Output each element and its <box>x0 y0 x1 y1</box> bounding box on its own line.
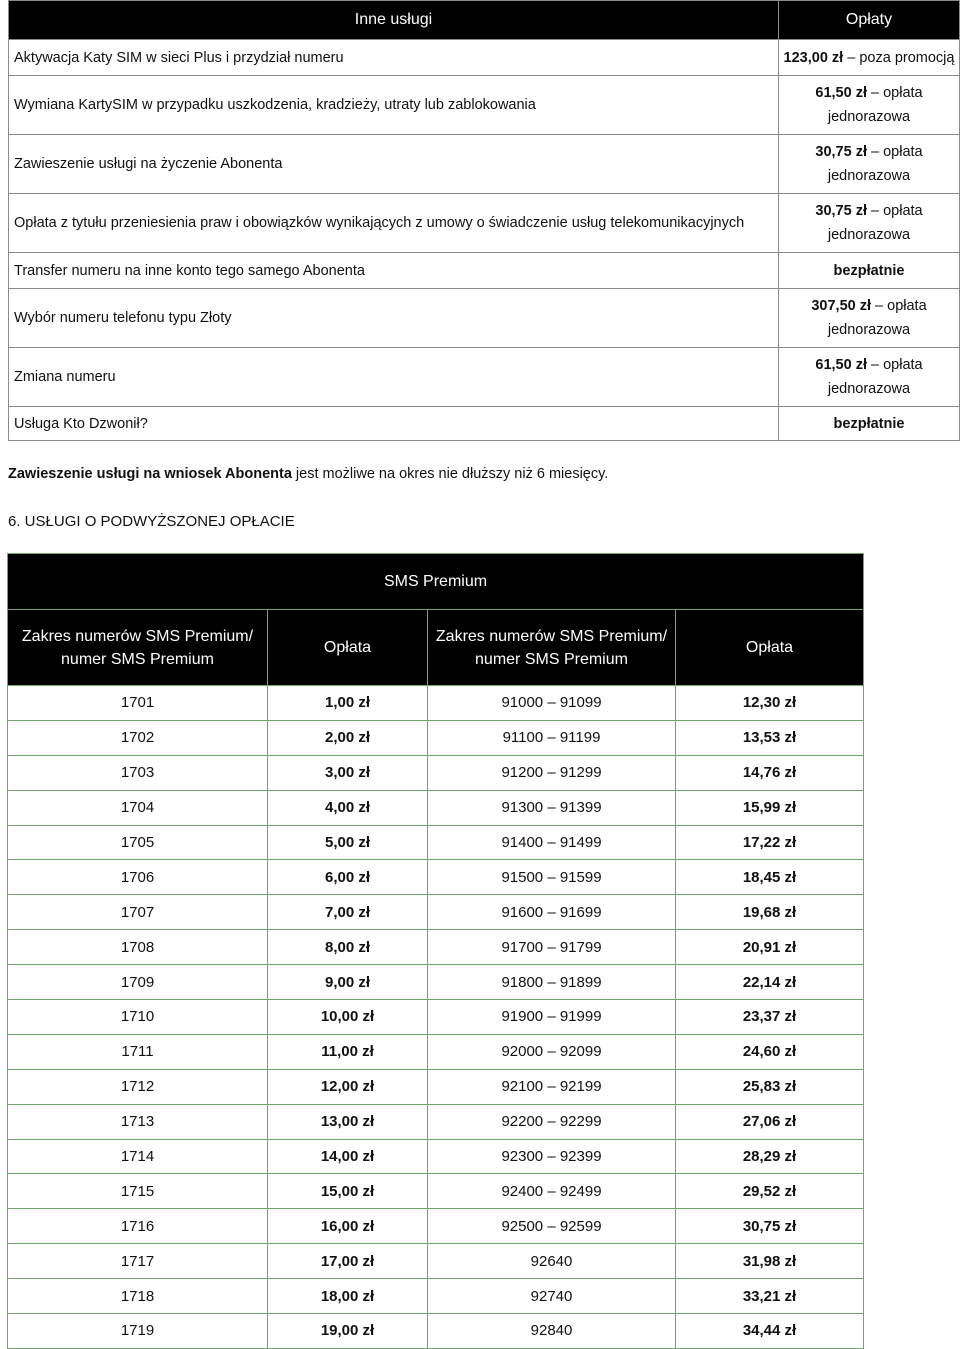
service-fee-note: opłata jednorazowa <box>827 203 923 243</box>
premium-range: 92200 – 92299 <box>428 1104 676 1139</box>
service-fee <box>779 76 960 135</box>
service-fee-amount: 61,50 zł <box>815 85 867 101</box>
service-row <box>9 289 960 348</box>
premium-range: 92640 <box>428 1244 676 1279</box>
premium-header-range-2: Zakres numerów SMS Premium/ numer SMS Premium <box>428 610 676 686</box>
service-row <box>9 40 960 76</box>
premium-title-row <box>8 554 864 610</box>
service-fee <box>779 40 960 76</box>
service-name: Opłata z tytułu przeniesienia praw i obowiązków wynikających z umowy o świadczenie usług telekomunikacyjnych <box>9 194 779 253</box>
premium-row <box>8 825 864 860</box>
premium-range-fee: 34,44 zł <box>676 1314 864 1349</box>
premium-number: 1705 <box>8 825 268 860</box>
service-fee-amount: 61,50 zł <box>815 357 867 373</box>
service-fee <box>779 289 960 348</box>
premium-fee: 8,00 zł <box>268 930 428 965</box>
fee-dash: – <box>866 144 884 160</box>
premium-row <box>8 1034 864 1069</box>
premium-range-fee: 24,60 zł <box>676 1034 864 1069</box>
premium-range-fee: 33,21 zł <box>676 1279 864 1314</box>
services-header-row <box>9 1 960 40</box>
premium-number: 1717 <box>8 1244 268 1279</box>
premium-row <box>8 930 864 965</box>
premium-range: 92100 – 92199 <box>428 1069 676 1104</box>
service-fee <box>779 253 960 289</box>
service-row <box>9 348 960 407</box>
service-fee-amount: 307,50 zł <box>811 298 872 314</box>
premium-number: 1709 <box>8 965 268 1000</box>
service-row <box>9 253 960 289</box>
premium-row <box>8 1104 864 1139</box>
service-name: Wymiana KartySIM w przypadku uszkodzenia, kradzieży, utraty lub zablokowania <box>9 76 779 135</box>
premium-fee: 10,00 zł <box>268 1000 428 1035</box>
service-fee-note: opłata jednorazowa <box>827 85 923 125</box>
premium-fee: 18,00 zł <box>268 1279 428 1314</box>
premium-fee: 7,00 zł <box>268 895 428 930</box>
premium-number: 1710 <box>8 1000 268 1035</box>
premium-range-fee: 14,76 zł <box>676 755 864 790</box>
premium-fee: 3,00 zł <box>268 755 428 790</box>
premium-range-fee: 12,30 zł <box>676 686 864 721</box>
premium-number: 1712 <box>8 1069 268 1104</box>
premium-range-fee: 17,22 zł <box>676 825 864 860</box>
service-row <box>9 194 960 253</box>
service-name: Usługa Kto Dzwonił? <box>9 407 779 441</box>
service-fee <box>779 407 960 441</box>
premium-number: 1719 <box>8 1314 268 1349</box>
premium-number: 1702 <box>8 720 268 755</box>
premium-number: 1706 <box>8 860 268 895</box>
service-row <box>9 407 960 441</box>
services-header-service: Inne usługi <box>9 1 779 40</box>
premium-fee: 4,00 zł <box>268 790 428 825</box>
premium-range: 92400 – 92499 <box>428 1174 676 1209</box>
premium-range-fee: 25,83 zł <box>676 1069 864 1104</box>
premium-number: 1703 <box>8 755 268 790</box>
premium-row <box>8 1069 864 1104</box>
premium-number: 1704 <box>8 790 268 825</box>
premium-range-fee: 30,75 zł <box>676 1209 864 1244</box>
service-fee-note: opłata jednorazowa <box>827 357 923 397</box>
fee-dash: – <box>843 49 860 66</box>
premium-number: 1708 <box>8 930 268 965</box>
service-name: Aktywacja Katy SIM w sieci Plus i przydział numeru <box>9 40 779 76</box>
premium-range: 92840 <box>428 1314 676 1349</box>
service-fee <box>779 348 960 407</box>
premium-header-range-1: Zakres numerów SMS Premium/ numer SMS Premium <box>8 610 268 686</box>
premium-range: 91700 – 91799 <box>428 930 676 965</box>
premium-range: 92500 – 92599 <box>428 1209 676 1244</box>
premium-range-fee: 22,14 zł <box>676 965 864 1000</box>
suspension-note-text: jest możliwe na okres nie dłuższy niż 6 miesięcy. <box>291 466 609 482</box>
premium-row <box>8 1174 864 1209</box>
service-row <box>9 76 960 135</box>
premium-fee: 19,00 zł <box>268 1314 428 1349</box>
premium-range-fee: 28,29 zł <box>676 1139 864 1174</box>
premium-row <box>8 1279 864 1314</box>
premium-fee: 1,00 zł <box>268 686 428 721</box>
service-name: Wybór numeru telefonu typu Złoty <box>9 289 779 348</box>
premium-row <box>8 1000 864 1035</box>
service-fee-amount: bezpłatnie <box>833 262 905 279</box>
premium-row <box>8 965 864 1000</box>
premium-range: 92000 – 92099 <box>428 1034 676 1069</box>
premium-row <box>8 686 864 721</box>
premium-row <box>8 895 864 930</box>
service-fee <box>779 135 960 194</box>
service-fee-amount: 30,75 zł <box>815 203 867 219</box>
premium-range: 91400 – 91499 <box>428 825 676 860</box>
premium-row <box>8 860 864 895</box>
premium-fee: 9,00 zł <box>268 965 428 1000</box>
premium-number: 1713 <box>8 1104 268 1139</box>
premium-range: 91800 – 91899 <box>428 965 676 1000</box>
premium-range: 92740 <box>428 1279 676 1314</box>
services-header-fee: Opłaty <box>779 1 960 40</box>
premium-fee: 6,00 zł <box>268 860 428 895</box>
premium-range-fee: 19,68 zł <box>676 895 864 930</box>
service-name: Transfer numeru na inne konto tego samego Abonenta <box>9 253 779 289</box>
premium-range: 92300 – 92399 <box>428 1139 676 1174</box>
service-fee-note: opłata jednorazowa <box>827 144 923 184</box>
premium-range: 91500 – 91599 <box>428 860 676 895</box>
premium-range-fee: 18,45 zł <box>676 860 864 895</box>
premium-range-fee: 29,52 zł <box>676 1174 864 1209</box>
premium-number: 1716 <box>8 1209 268 1244</box>
premium-header-fee-2: Opłata <box>676 610 864 686</box>
premium-fee: 16,00 zł <box>268 1209 428 1244</box>
premium-header-fee-1: Opłata <box>268 610 428 686</box>
premium-number: 1718 <box>8 1279 268 1314</box>
premium-header-row <box>8 610 864 686</box>
service-fee <box>779 194 960 253</box>
service-fee-amount: 30,75 zł <box>815 144 867 160</box>
premium-number: 1707 <box>8 895 268 930</box>
suspension-note <box>8 466 608 482</box>
fee-dash: – <box>866 203 884 219</box>
premium-range: 91000 – 91099 <box>428 686 676 721</box>
premium-range: 91300 – 91399 <box>428 790 676 825</box>
suspension-note-bold: Zawieszenie usługi na wniosek Abonenta <box>8 466 292 482</box>
premium-range: 91200 – 91299 <box>428 755 676 790</box>
premium-table-title: SMS Premium <box>8 554 864 610</box>
service-fee-note: poza promocją <box>859 49 955 66</box>
premium-number: 1715 <box>8 1174 268 1209</box>
premium-range-fee: 13,53 zł <box>676 720 864 755</box>
premium-fee: 12,00 zł <box>268 1069 428 1104</box>
premium-range-fee: 23,37 zł <box>676 1000 864 1035</box>
premium-range-fee: 27,06 zł <box>676 1104 864 1139</box>
premium-number: 1711 <box>8 1034 268 1069</box>
service-name: Zmiana numeru <box>9 348 779 407</box>
fee-dash: – <box>866 85 884 101</box>
premium-fee: 14,00 zł <box>268 1139 428 1174</box>
premium-range: 91900 – 91999 <box>428 1000 676 1035</box>
fee-dash: – <box>866 357 884 373</box>
premium-row <box>8 1209 864 1244</box>
premium-number: 1714 <box>8 1139 268 1174</box>
premium-range-fee: 31,98 zł <box>676 1244 864 1279</box>
premium-row <box>8 1139 864 1174</box>
section-heading: 6. USŁUGI O PODWYŻSZONEJ OPŁACIE <box>8 513 295 530</box>
premium-fee: 13,00 zł <box>268 1104 428 1139</box>
premium-range: 91100 – 91199 <box>428 720 676 755</box>
service-name: Zawieszenie usługi na życzenie Abonenta <box>9 135 779 194</box>
premium-row <box>8 790 864 825</box>
service-fee-amount: 123,00 zł <box>783 49 844 66</box>
premium-range-fee: 15,99 zł <box>676 790 864 825</box>
premium-range: 91600 – 91699 <box>428 895 676 930</box>
premium-fee: 17,00 zł <box>268 1244 428 1279</box>
premium-fee: 2,00 zł <box>268 720 428 755</box>
premium-range-fee: 20,91 zł <box>676 930 864 965</box>
premium-fee: 15,00 zł <box>268 1174 428 1209</box>
service-row <box>9 135 960 194</box>
fee-dash: – <box>871 298 888 314</box>
premium-row <box>8 720 864 755</box>
premium-fee: 5,00 zł <box>268 825 428 860</box>
other-services-table <box>8 0 960 441</box>
premium-fee: 11,00 zł <box>268 1034 428 1069</box>
premium-row <box>8 1314 864 1349</box>
service-fee-amount: bezpłatnie <box>833 415 905 432</box>
premium-row <box>8 755 864 790</box>
sms-premium-table <box>7 553 864 1349</box>
premium-number: 1701 <box>8 686 268 721</box>
premium-row <box>8 1244 864 1279</box>
service-fee-note: opłata jednorazowa <box>827 298 927 338</box>
